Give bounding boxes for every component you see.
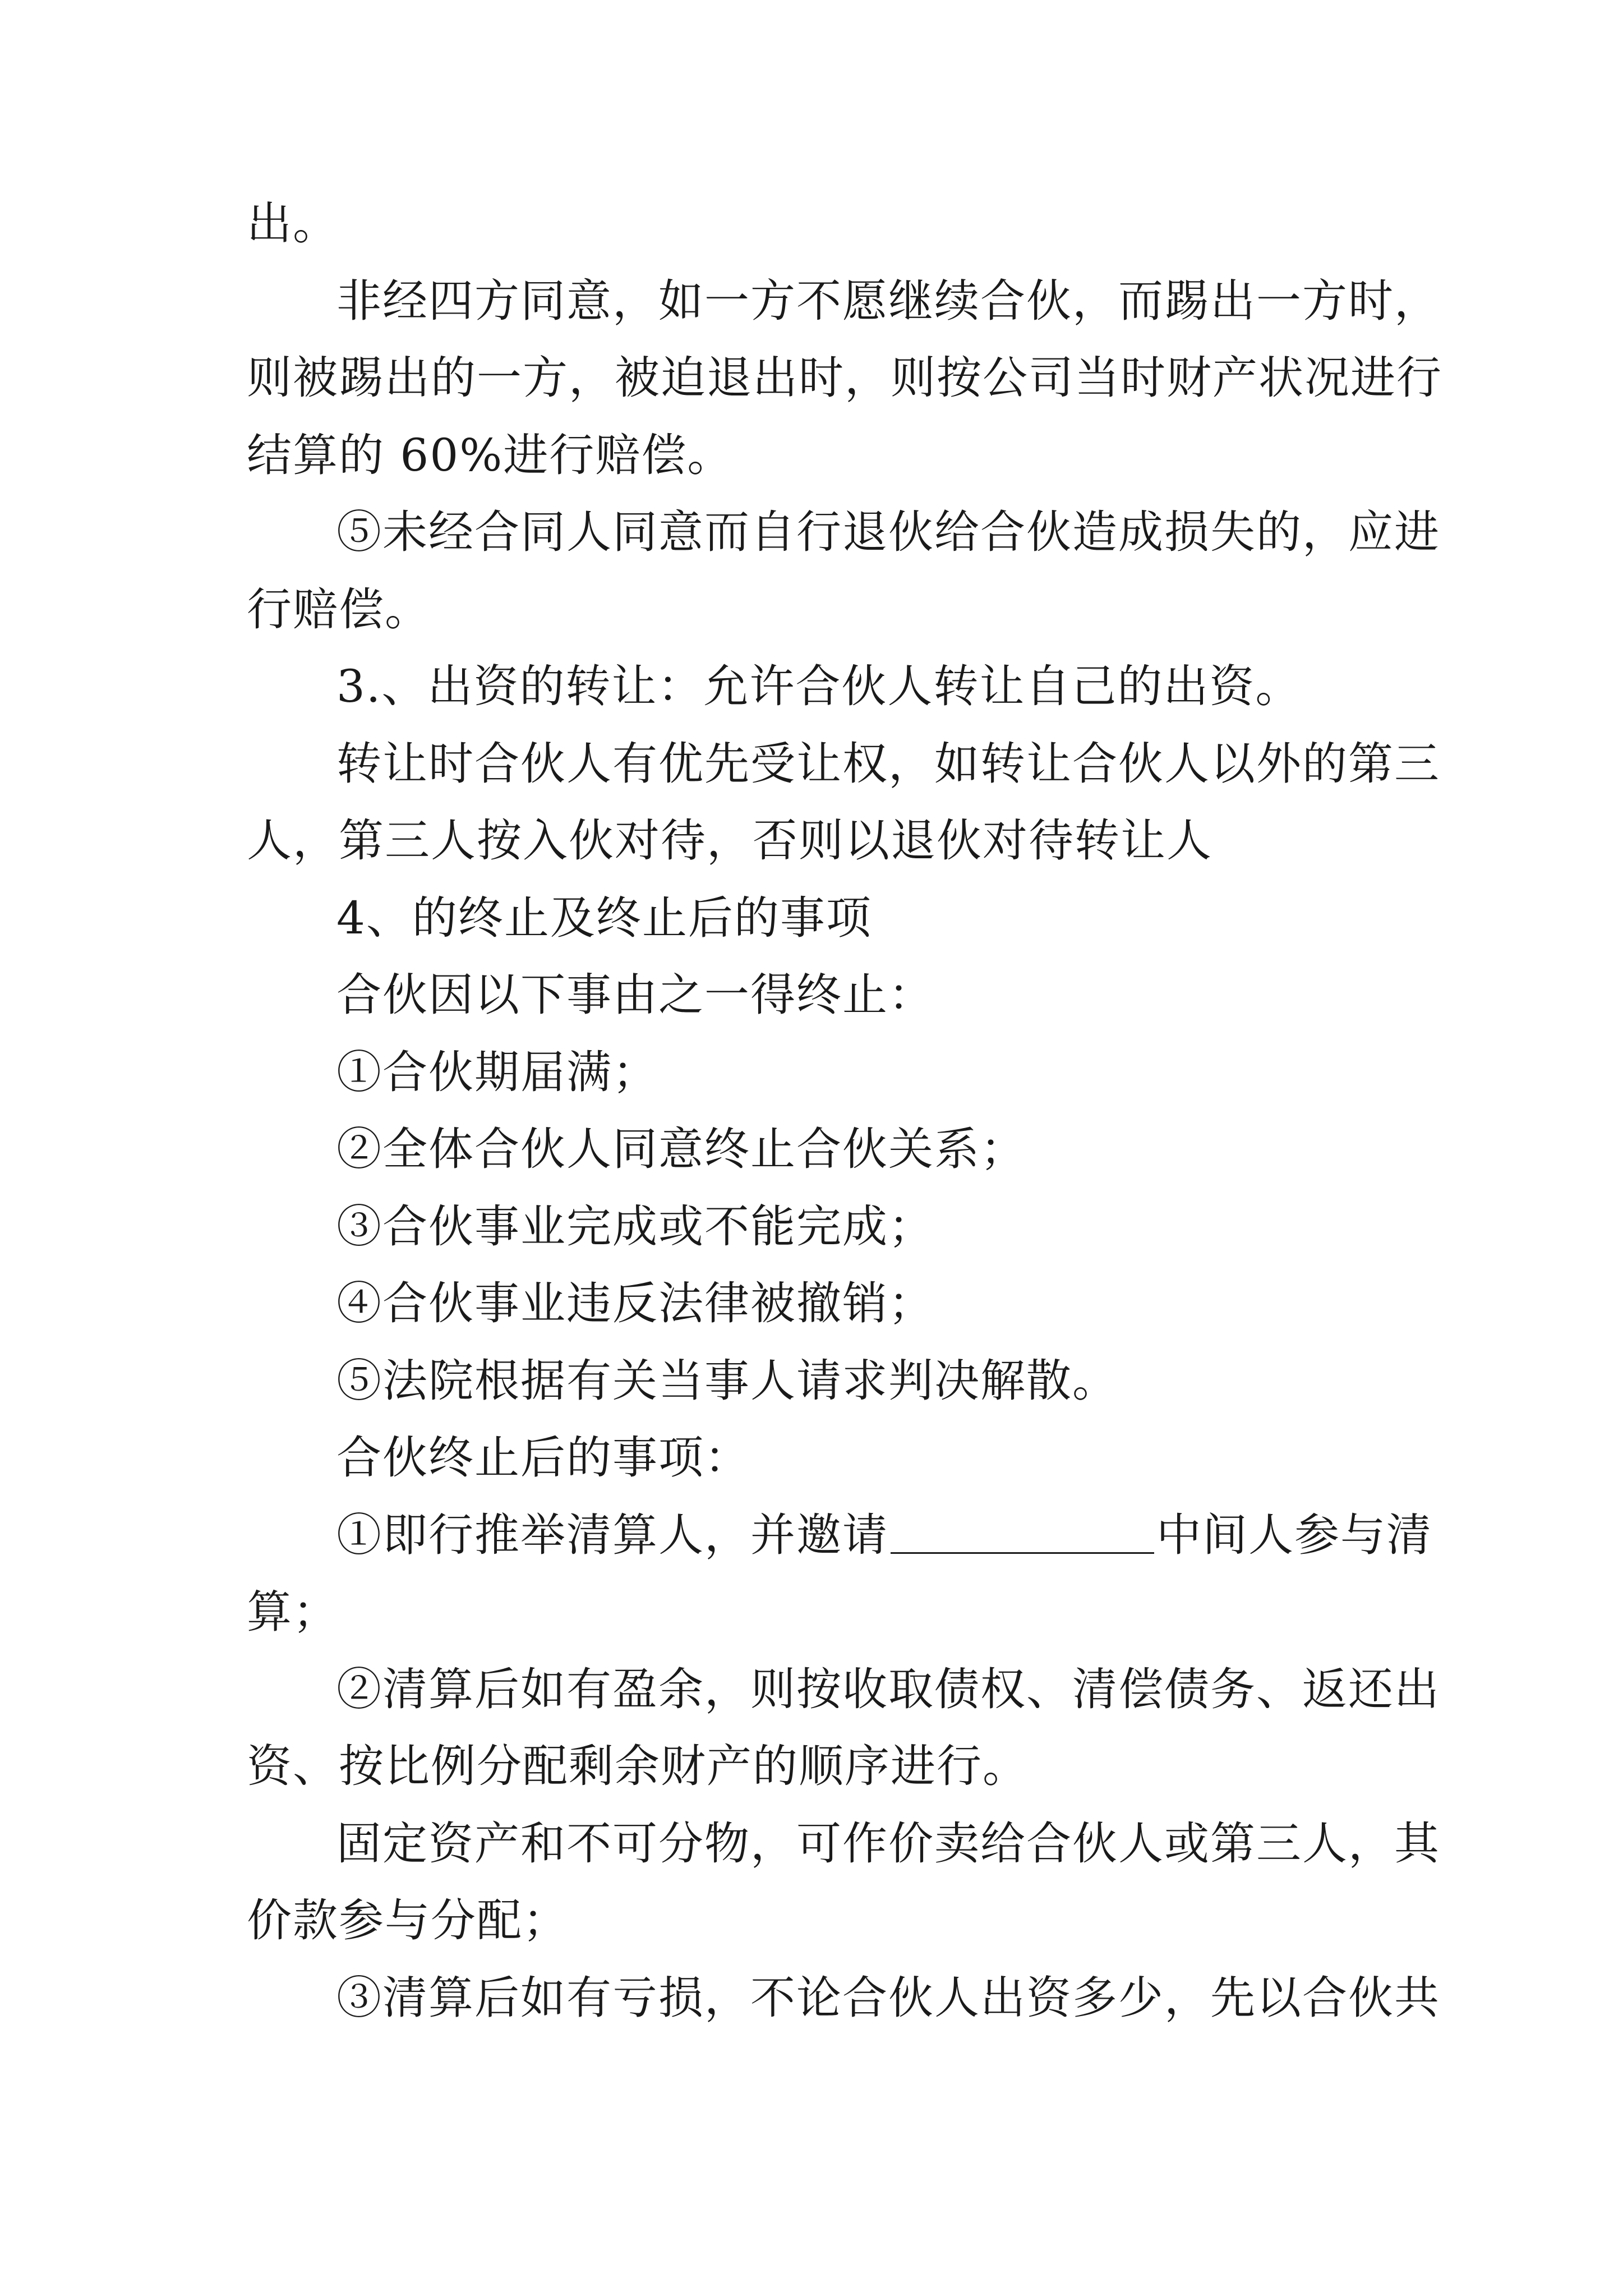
text-line: 出。 xyxy=(247,197,339,250)
text-line: 非经四方同意，如一方不愿继续合伙，而踢出一方时， xyxy=(336,274,1440,327)
document-body xyxy=(247,185,1442,2036)
text-line: ③清算后如有亏损，不论合伙人出资多少，先以合伙共 xyxy=(336,1971,1440,2024)
text-line: 3.、出资的转让：允许合伙人转让自己的出资。 xyxy=(336,660,1302,712)
text-line: 合伙因以下事由之一得终止： xyxy=(336,969,934,1021)
text-line: ②全体合伙人同意终止合伙关系； xyxy=(336,1123,1026,1175)
text-line: 固定资产和不可分物，可作价卖给合伙人或第三人，其 xyxy=(336,1817,1440,1870)
line-segment: 中间人参与清 xyxy=(1156,1508,1432,1561)
text-line: ③合伙事业完成或不能完成； xyxy=(336,1200,934,1253)
text-line: 合伙终止后的事项： xyxy=(336,1432,750,1484)
text-line: ④合伙事业违反法律被撤销； xyxy=(336,1277,934,1329)
text-line: 转让时合伙人有优先受让权，如转让合伙人以外的第三 xyxy=(336,737,1440,790)
text-line: ②清算后如有盈余，则按收取债权、清偿债务、返还出 xyxy=(336,1663,1440,1715)
text-line: 人，第三人按入伙对待，否则以退伙对待转让人 xyxy=(247,815,1212,867)
text-line: 算； xyxy=(247,1586,339,1638)
text-line: 则被踢出的一方，被迫退出时，则按公司当时财产状况进行 xyxy=(247,352,1442,404)
text-line: ⑤未经合同人同意而自行退伙给合伙造成损失的，应进 xyxy=(336,506,1440,558)
text-line: 行赔偿。 xyxy=(247,583,431,636)
text-line: 价款参与分配； xyxy=(247,1894,569,1947)
fill-in-blank xyxy=(891,1507,1154,1554)
line-segment: ①即行推举清算人，并邀请 xyxy=(336,1508,888,1561)
text-line-with-blank xyxy=(247,1497,1432,1574)
text-line: 资、按比例分配剩余财产的顺序进行。 xyxy=(247,1740,1029,1792)
text-line: 结算的 60%进行赔偿。 xyxy=(247,429,734,481)
text-line: ①合伙期届满； xyxy=(336,1046,658,1098)
text-line: 4、的终止及终止后的事项 xyxy=(336,891,872,944)
text-line: ⑤法院根据有关当事人请求判决解散。 xyxy=(336,1354,1118,1407)
